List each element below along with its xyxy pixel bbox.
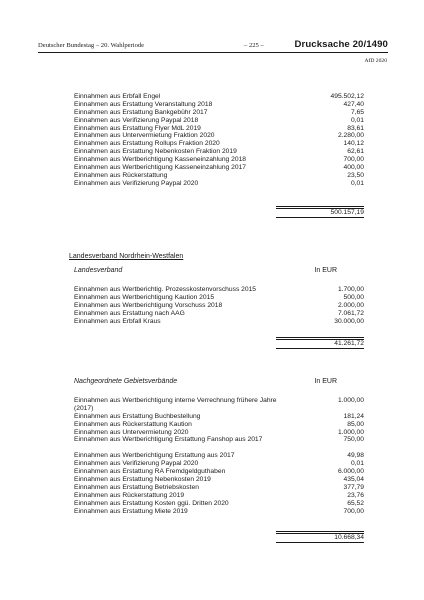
section-title-nrw: Landesverband Nordrhein-Westfalen [69,253,184,260]
income-value: 83,61 [347,124,364,132]
income-label: Einnahmen aus Wertberichtigung Erstattung Fanshop aus 2017 [74,436,263,444]
income-list-block3 [74,397,364,515]
income-row [74,397,364,413]
income-label: Einnahmen aus Wertberichtigung Kasseneinzahlung 2017 [74,164,247,172]
income-value: 427,40 [343,100,364,108]
total-block2 [276,337,364,349]
total-block3 [276,531,364,543]
income-value: 49,98 [347,452,364,460]
total-rule-top [276,337,364,338]
income-label: Einnahmen aus Erstattung Betriebskosten [74,483,199,491]
income-row [74,484,364,492]
party-label: AfD 2020 [364,58,387,64]
income-row [74,429,364,437]
income-row [74,436,364,452]
income-value: 495.502,12 [330,93,364,100]
income-label: Einnahmen aus Rückerstattung 2019 [74,491,185,499]
income-row [74,452,364,460]
income-value: 0,01 [350,460,364,468]
total-value: 10.668,34 [334,534,364,542]
income-label: Einnahmen aus Erstattung Veranstaltung 2018 [74,100,213,108]
income-row [74,164,364,172]
income-row [74,421,364,429]
income-value: 181,24 [343,412,364,420]
income-value: 65,52 [347,499,364,507]
income-value: 435,04 [343,475,364,483]
income-row [74,310,364,318]
income-value: 23,50 [347,171,364,179]
income-label: Einnahmen aus Erstattung Nebenkosten 2019 [74,475,211,483]
income-label: Einnahmen aus Wertberichtigung Kaution 2015 [74,293,215,301]
income-label: Einnahmen aus Untervermietung 2020 [74,428,189,436]
income-label: Einnahmen aus Wertberichtigung interne Verrechnung frühere Jahre (2017) [74,397,277,412]
income-label: Einnahmen aus Rückerstattung [74,171,168,179]
income-label: Einnahmen aus Wertberichtigung Erstattung aus 2017 [74,452,235,460]
income-row [74,125,364,133]
unit-label: In EUR [314,378,337,385]
income-row [74,476,364,484]
income-label: Einnahmen aus Erbfall Engel [74,93,161,100]
income-row [74,318,364,326]
income-label: Einnahmen aus Wertberichtigung Kasseneinzahlung 2018 [74,156,247,164]
income-label: Einnahmen aus Erbfall Kraus [74,317,161,325]
income-row [74,460,364,468]
header-publication: Deutscher Bundestag – 20. Wahlperiode [38,42,145,49]
income-row [74,156,364,164]
income-label: Einnahmen aus Verifizierung Paypal 2020 [74,460,199,468]
income-value: 700,00 [343,156,364,164]
income-value: 2.280,00 [337,132,364,140]
income-list-block2 [74,286,364,325]
income-label: Einnahmen aus Erstattung RA Fremdgeldguthaben [74,468,226,476]
income-label: Einnahmen aus Erstattung Kosten ggü. Dritten 2020 [74,499,229,507]
subheading-label: Nachgeordnete Gebietsverbände [74,378,178,385]
income-value: 1.000,00 [337,428,364,436]
subheading-block2 [74,267,364,277]
income-value: 700,00 [343,507,364,515]
total-value: 41.261,72 [334,340,364,348]
income-row [74,140,364,148]
income-label: Einnahmen aus Erstattung Nebenkosten Fraktion 2019 [74,148,237,156]
unit-label: In EUR [314,267,337,274]
income-row [74,508,364,516]
income-value: 7.061,72 [337,309,364,317]
income-label: Einnahmen aus Verifizierung Paypal 2020 [74,179,199,187]
income-value: 1.000,00 [337,397,364,404]
income-list-block1 [74,93,364,188]
subheading-label: Landesverband [74,267,123,274]
income-row [74,413,364,421]
income-value: 1.700,00 [337,286,364,293]
income-label: Einnahmen aus Erstattung Bankgebühr 2017 [74,108,208,116]
total-rule-top [276,531,364,532]
header-document-number: Drucksache 20/1490 [294,39,388,50]
income-label: Einnahmen aus Erstattung Rollups Fraktion 2020 [74,140,220,148]
income-value: 0,01 [350,179,364,187]
income-row [74,492,364,500]
total-value: 500.157,19 [330,209,364,217]
income-row [74,294,364,302]
subheading-block3 [74,378,364,388]
income-label: Einnahmen aus Rückerstattung Kaution [74,420,192,428]
income-label: Einnahmen aus Erstattung nach AAG [74,309,185,317]
total-rule-bottom [276,217,364,218]
income-row [74,101,364,109]
header-rule [38,52,388,53]
income-value: 85,00 [347,420,364,428]
income-row [74,109,364,117]
income-label: Einnahmen aus Untervermietung Fraktion 2020 [74,132,215,140]
income-row [74,148,364,156]
income-value: 400,00 [343,164,364,172]
income-row [74,302,364,310]
income-value: 6.000,00 [337,468,364,476]
income-label: Einnahmen aus Verifizierung Paypal 2018 [74,116,199,124]
income-label: Einnahmen aus Erstattung Miete 2019 [74,507,188,515]
total-rule-bottom [276,542,364,543]
income-value: 30.000,00 [334,317,364,325]
income-value: 500,00 [343,293,364,301]
income-label: Einnahmen aus Erstattung Flyer MdL 2019 [74,124,201,132]
income-label: Einnahmen aus Wertberichtig. Prozesskostenvorschuss 2015 [74,286,257,293]
income-row [74,172,364,180]
income-row [74,180,364,188]
income-label: Einnahmen aus Wertberichtigung Vorschuss 2018 [74,301,223,309]
income-value: 140,12 [343,140,364,148]
income-value: 377,79 [343,483,364,491]
income-value: 0,01 [350,116,364,124]
income-value: 750,00 [343,436,364,444]
income-row [74,117,364,125]
income-row [74,286,364,294]
income-value: 23,76 [347,491,364,499]
income-row [74,468,364,476]
income-row [74,132,364,140]
header-page-number: – 225 – [244,42,264,49]
income-label: Einnahmen aus Erstattung Buchbestellung [74,412,201,420]
income-value: 7,65 [350,108,364,116]
income-value: 62,61 [347,148,364,156]
total-rule-bottom [276,348,364,349]
total-block1 [276,206,364,218]
income-row [74,500,364,508]
total-rule-top [276,206,364,207]
income-row [74,93,364,101]
income-value: 2.000,00 [337,301,364,309]
